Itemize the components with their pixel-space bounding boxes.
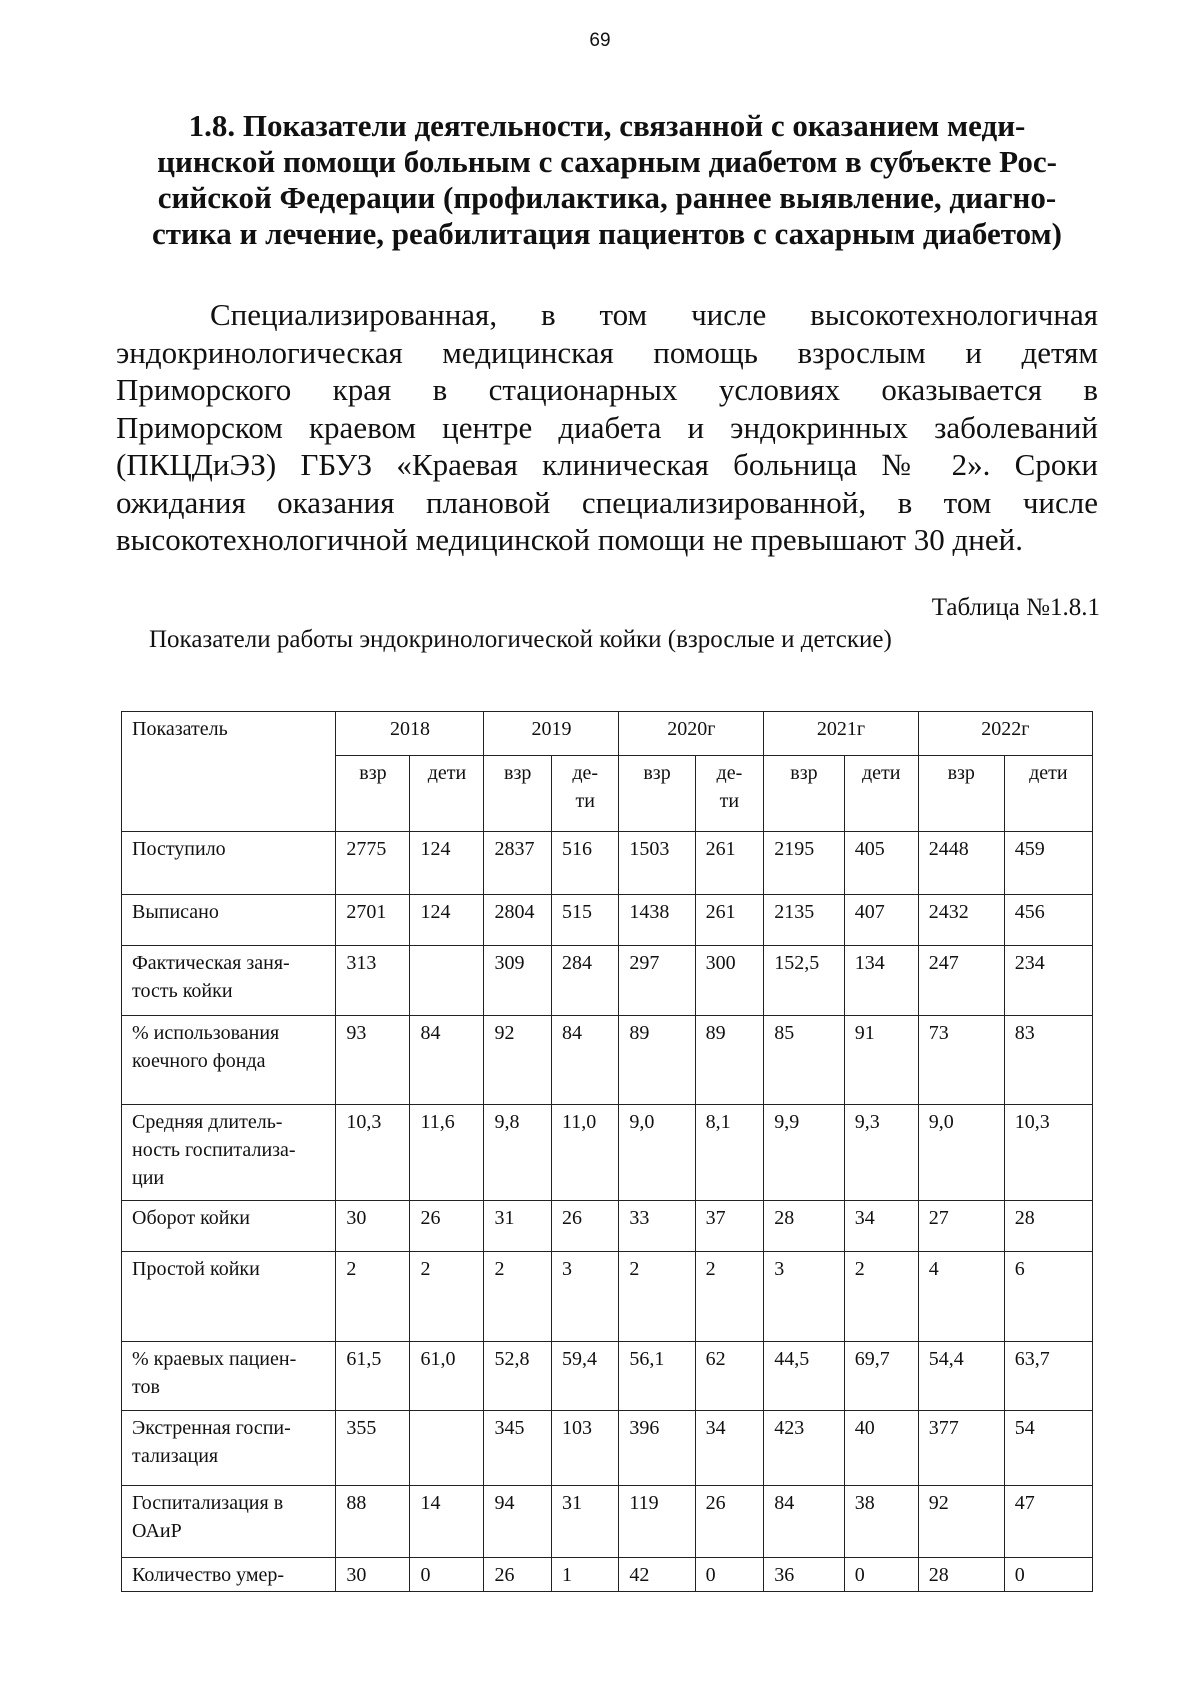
table-cell: 83 <box>1004 1016 1092 1105</box>
table-cell: 407 <box>844 895 918 946</box>
section-heading <box>112 108 1102 252</box>
table-cell: 2 <box>484 1252 551 1342</box>
paragraph-line: эндокринологическая медицинская помощь взрослым и детям <box>116 334 1098 370</box>
table-cell <box>410 1411 484 1486</box>
table-cell: 92 <box>484 1016 551 1105</box>
table-cell: 377 <box>918 1411 1004 1486</box>
table-cell: 56,1 <box>619 1342 695 1411</box>
table-cell: 38 <box>844 1486 918 1558</box>
table-cell: 34 <box>844 1201 918 1252</box>
header-subcolumn: взр <box>619 756 695 832</box>
table-cell: 4 <box>918 1252 1004 1342</box>
table-cell: 26 <box>410 1201 484 1252</box>
table-cell: 1 <box>551 1558 618 1592</box>
table-cell: 61,0 <box>410 1342 484 1411</box>
header-subcolumn: взр <box>918 756 1004 832</box>
table-row <box>122 1486 1093 1558</box>
table-row <box>122 832 1093 895</box>
header-subcolumn: дети <box>1004 756 1092 832</box>
paragraph-line: ожидания оказания плановой специализированной, в том числе <box>116 484 1098 520</box>
table-cell: 89 <box>619 1016 695 1105</box>
table-header-row <box>122 712 1093 756</box>
table-cell: 119 <box>619 1486 695 1558</box>
table-cell: 61,5 <box>336 1342 410 1411</box>
table-cell: 247 <box>918 946 1004 1016</box>
table-cell: 28 <box>918 1558 1004 1592</box>
header-year: 2022г <box>918 712 1092 756</box>
table-cell: 33 <box>619 1201 695 1252</box>
table-cell: 28 <box>764 1201 845 1252</box>
table-cell: 300 <box>695 946 764 1016</box>
table-cell: 345 <box>484 1411 551 1486</box>
header-subcolumn: дети <box>844 756 918 832</box>
table-cell: 47 <box>1004 1486 1092 1558</box>
table-cell: 152,5 <box>764 946 845 1016</box>
table-cell: 91 <box>844 1016 918 1105</box>
table-cell: 85 <box>764 1016 845 1105</box>
row-label: Количество умер- <box>122 1558 336 1592</box>
table-cell: 54,4 <box>918 1342 1004 1411</box>
row-label: Оборот койки <box>122 1201 336 1252</box>
header-subcolumn: дети <box>410 756 484 832</box>
table-cell: 9,9 <box>764 1105 845 1201</box>
row-label: Средняя длитель- ность госпитализа- ции <box>122 1105 336 1201</box>
table-cell: 26 <box>551 1201 618 1252</box>
table-cell: 261 <box>695 832 764 895</box>
table-row <box>122 895 1093 946</box>
table-cell: 234 <box>1004 946 1092 1016</box>
table-cell: 3 <box>551 1252 618 1342</box>
table-cell: 9,8 <box>484 1105 551 1201</box>
table-cell: 124 <box>410 895 484 946</box>
table-row <box>122 1558 1093 1592</box>
table-cell: 261 <box>695 895 764 946</box>
heading-line: сийской Федерации (профилактика, раннее выявление, диагно- <box>157 180 1057 215</box>
table-cell: 63,7 <box>1004 1342 1092 1411</box>
row-label: Экстренная госпи- тализация <box>122 1411 336 1486</box>
table-cell: 355 <box>336 1411 410 1486</box>
table-row <box>122 1016 1093 1105</box>
table-cell: 40 <box>844 1411 918 1486</box>
table-cell: 0 <box>695 1558 764 1592</box>
table-cell: 94 <box>484 1486 551 1558</box>
header-subcolumn: де- ти <box>551 756 618 832</box>
bed-indicators-table <box>121 711 1093 1592</box>
table-cell: 11,0 <box>551 1105 618 1201</box>
table-cell: 1503 <box>619 832 695 895</box>
heading-line: 1.8. Показатели деятельности, связанной с оказанием меди- <box>188 108 1026 143</box>
table-cell: 6 <box>1004 1252 1092 1342</box>
table-cell: 34 <box>695 1411 764 1486</box>
table-row <box>122 1342 1093 1411</box>
table-cell: 54 <box>1004 1411 1092 1486</box>
table-cell: 0 <box>1004 1558 1092 1592</box>
table-cell: 515 <box>551 895 618 946</box>
row-label: Госпитализация в ОАиР <box>122 1486 336 1558</box>
table-cell: 2837 <box>484 832 551 895</box>
row-label: % краевых пациен- тов <box>122 1342 336 1411</box>
table-cell: 84 <box>551 1016 618 1105</box>
paragraph-line: (ПКЦДиЭЗ) ГБУЗ «Краевая клиническая больница № 2». Сроки <box>116 447 1098 482</box>
table-cell: 30 <box>336 1201 410 1252</box>
table-cell: 9,3 <box>844 1105 918 1201</box>
table-cell: 2135 <box>764 895 845 946</box>
table-cell: 134 <box>844 946 918 1016</box>
row-label: Выписано <box>122 895 336 946</box>
table-cell: 10,3 <box>1004 1105 1092 1201</box>
table-cell: 31 <box>484 1201 551 1252</box>
row-label: Поступило <box>122 832 336 895</box>
header-indicator: Показатель <box>122 712 336 832</box>
table-cell: 2804 <box>484 895 551 946</box>
header-year: 2018 <box>336 712 484 756</box>
table-cell: 2448 <box>918 832 1004 895</box>
table-cell: 30 <box>336 1558 410 1592</box>
header-subcolumn: взр <box>764 756 845 832</box>
table-cell: 0 <box>844 1558 918 1592</box>
row-label: Фактическая заня- тость койки <box>122 946 336 1016</box>
table-cell: 26 <box>695 1486 764 1558</box>
paragraph-line: Приморского края в стационарных условиях оказывается в <box>116 372 1098 407</box>
table-cell: 89 <box>695 1016 764 1105</box>
table-cell: 92 <box>918 1486 1004 1558</box>
heading-line: стика и лечение, реабилитация пациентов с сахарным диабетом) <box>152 216 1062 251</box>
table-cell: 2432 <box>918 895 1004 946</box>
table-row <box>122 1105 1093 1201</box>
table-cell <box>410 946 484 1016</box>
table-cell: 456 <box>1004 895 1092 946</box>
table-cell: 423 <box>764 1411 845 1486</box>
table-cell: 37 <box>695 1201 764 1252</box>
table-cell: 2195 <box>764 832 845 895</box>
table-cell: 297 <box>619 946 695 1016</box>
table-cell: 2 <box>695 1252 764 1342</box>
table-row <box>122 1411 1093 1486</box>
table-cell: 2701 <box>336 895 410 946</box>
table-cell: 459 <box>1004 832 1092 895</box>
table-cell: 73 <box>918 1016 1004 1105</box>
table-cell: 309 <box>484 946 551 1016</box>
table-cell: 52,8 <box>484 1342 551 1411</box>
table-row <box>122 1201 1093 1252</box>
table-cell: 516 <box>551 832 618 895</box>
table-row <box>122 1252 1093 1342</box>
row-label: % использования коечного фонда <box>122 1016 336 1105</box>
table-cell: 8,1 <box>695 1105 764 1201</box>
table-cell: 9,0 <box>619 1105 695 1201</box>
table-cell: 27 <box>918 1201 1004 1252</box>
table-cell: 103 <box>551 1411 618 1486</box>
table-cell: 0 <box>410 1558 484 1592</box>
paragraph-line: Приморском краевом центре диабета и эндокринных заболеваний <box>116 409 1098 445</box>
table-cell: 28 <box>1004 1201 1092 1252</box>
row-label: Простой койки <box>122 1252 336 1342</box>
header-year: 2021г <box>764 712 919 756</box>
paragraph-line: высокотехнологичной медицинской помощи не превышают 30 дней. <box>116 522 1023 557</box>
table-cell: 93 <box>336 1016 410 1105</box>
header-subcolumn: взр <box>484 756 551 832</box>
table-cell: 396 <box>619 1411 695 1486</box>
table-cell: 88 <box>336 1486 410 1558</box>
header-subcolumn: де- ти <box>695 756 764 832</box>
table-cell: 2 <box>844 1252 918 1342</box>
table-cell: 26 <box>484 1558 551 1592</box>
table-cell: 124 <box>410 832 484 895</box>
header-year: 2020г <box>619 712 764 756</box>
table-cell: 84 <box>410 1016 484 1105</box>
table-cell: 3 <box>764 1252 845 1342</box>
table-cell: 405 <box>844 832 918 895</box>
table-cell: 84 <box>764 1486 845 1558</box>
table-cell: 59,4 <box>551 1342 618 1411</box>
table-cell: 2775 <box>336 832 410 895</box>
table-cell: 2 <box>410 1252 484 1342</box>
body-paragraph <box>116 296 1098 559</box>
table-cell: 42 <box>619 1558 695 1592</box>
table-caption: Показатели работы эндокринологической койки (взрослые и детские) <box>149 626 892 653</box>
table-cell: 10,3 <box>336 1105 410 1201</box>
paragraph-line: Специализированная, в том числе высокотехнологичная <box>210 297 1098 332</box>
page-number: 69 <box>589 30 611 51</box>
header-subcolumn: взр <box>336 756 410 832</box>
table-row <box>122 946 1093 1016</box>
table-cell: 44,5 <box>764 1342 845 1411</box>
table-cell: 2 <box>619 1252 695 1342</box>
table-cell: 313 <box>336 946 410 1016</box>
table-cell: 62 <box>695 1342 764 1411</box>
table-cell: 1438 <box>619 895 695 946</box>
table-cell: 36 <box>764 1558 845 1592</box>
table-cell: 14 <box>410 1486 484 1558</box>
table-number: Таблица №1.8.1 <box>931 594 1100 621</box>
table-cell: 284 <box>551 946 618 1016</box>
table-cell: 31 <box>551 1486 618 1558</box>
table-cell: 69,7 <box>844 1342 918 1411</box>
table-cell: 11,6 <box>410 1105 484 1201</box>
heading-line: цинской помощи больным с сахарным диабетом в субъекте Рос- <box>157 144 1057 179</box>
header-year: 2019 <box>484 712 619 756</box>
table-cell: 2 <box>336 1252 410 1342</box>
table-cell: 9,0 <box>918 1105 1004 1201</box>
